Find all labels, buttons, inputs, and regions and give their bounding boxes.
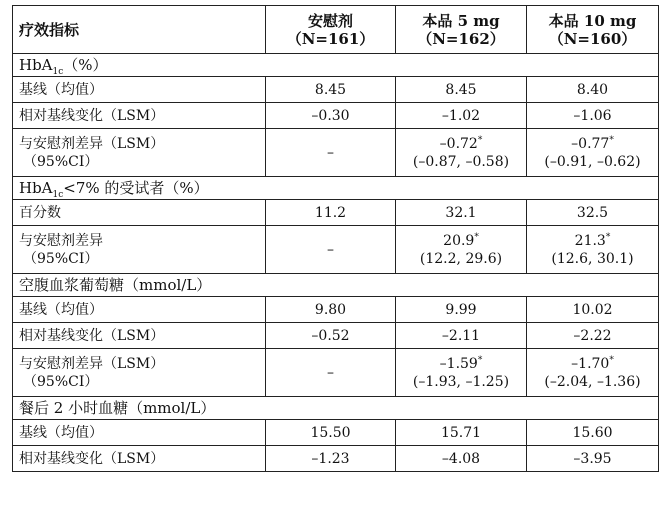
cell-placebo: – [266,129,396,177]
table-row [13,446,659,472]
cell-5mg: 15.71 [396,420,527,446]
cell-5mg: 9.99 [396,297,527,323]
row-label [13,129,266,177]
row-label-line2: （95%CI） [23,373,99,390]
cell-placebo: –1.23 [266,446,396,472]
cell-value: –0.72 [439,135,478,152]
cell-10mg: 8.40 [527,77,659,103]
cell-placebo: – [266,349,396,397]
significance-mark: * [477,354,483,365]
cell-ci: (12.6, 30.1) [551,250,634,267]
cell-5mg: 8.45 [396,77,527,103]
section-title: 餐后 2 小时血糖（mmol/L） [13,397,659,420]
cell-placebo: 8.45 [266,77,396,103]
cell-placebo: 11.2 [266,200,396,226]
cell-ci: (–2.04, –1.36) [544,373,641,390]
cell-placebo: – [266,226,396,274]
section-row-fasting-glucose [13,274,659,297]
row-label: 百分数 [13,200,266,226]
row-label [13,226,266,274]
cell-5mg [396,226,527,274]
cell-10mg: –3.95 [527,446,659,472]
row-label: 基线（均值） [13,297,266,323]
row-label-line2: （95%CI） [23,250,99,267]
significance-mark: * [609,354,614,365]
cell-value: 20.9 [443,232,475,249]
significance-mark: * [474,231,479,242]
cell-ci: (–1.93, –1.25) [412,373,510,390]
row-label: 相对基线变化（LSM） [13,323,266,349]
section-title: 空腹血浆葡萄糖（mmol/L） [13,274,659,297]
efficacy-table [12,5,659,472]
cell-ci: (12.2, 29.6) [419,250,503,267]
cell-10mg: 32.5 [527,200,659,226]
group-n: （N=161） [286,29,375,48]
cell-value: –1.70 [571,355,610,372]
cell-placebo: –0.30 [266,103,396,129]
table-row [13,420,659,446]
cell-5mg: –4.08 [396,446,527,472]
cell-10mg: –1.06 [527,103,659,129]
row-label: 相对基线变化（LSM） [13,103,266,129]
cell-10mg: 15.60 [527,420,659,446]
section-title: HbA$_{1c}$（%） [13,54,659,77]
row-label [13,349,266,397]
row-label-line2: （95%CI） [23,153,99,170]
table-row [13,323,659,349]
row-label: 基线（均值） [13,420,266,446]
row-label-line1: 与安慰剂差异 [19,232,103,249]
table-row [13,226,659,274]
significance-mark: * [609,134,614,145]
table-row [13,129,659,177]
cell-5mg: –2.11 [396,323,527,349]
group-n: （N=162） [417,29,505,48]
table-header-row [13,6,659,54]
group-n: （N=160） [548,29,637,48]
table-row [13,103,659,129]
cell-placebo: 15.50 [266,420,396,446]
row-label-line1: 与安慰剂差异（LSM） [19,355,165,372]
cell-10mg [527,349,659,397]
row-label-line1: 与安慰剂差异（LSM） [19,135,165,152]
group-name: 安慰剂 [307,11,353,30]
cell-value: –0.77 [571,135,610,152]
cell-5mg: –1.02 [396,103,527,129]
group-name: 本品 5 mg [422,11,500,30]
cell-10mg [527,129,659,177]
header-group-5mg [396,6,527,54]
cell-value: 21.3 [574,232,606,249]
cell-10mg: –2.22 [527,323,659,349]
header-group-placebo [266,6,396,54]
cell-ci: (–0.91, –0.62) [544,153,641,170]
significance-mark: * [605,231,611,242]
cell-5mg [396,349,527,397]
significance-mark: * [477,134,483,145]
section-title: HbA$_{1c}$<7% 的受试者（%） [13,177,659,200]
section-row-hba1c-below-7 [13,177,659,200]
header-metric: 疗效指标 [13,6,266,54]
table-row [13,77,659,103]
cell-ci: (–0.87, –0.58) [412,153,510,170]
cell-5mg [396,129,527,177]
row-label: 基线（均值） [13,77,266,103]
cell-value: –1.59 [439,355,478,372]
header-group-10mg [527,6,659,54]
section-row-hba1c [13,54,659,77]
table-row [13,297,659,323]
table-row [13,349,659,397]
table-row [13,200,659,226]
cell-placebo: 9.80 [266,297,396,323]
cell-5mg: 32.1 [396,200,527,226]
row-label: 相对基线变化（LSM） [13,446,266,472]
cell-10mg: 10.02 [527,297,659,323]
group-name: 本品 10 mg [548,11,637,30]
cell-placebo: –0.52 [266,323,396,349]
section-row-postprandial-glucose [13,397,659,420]
cell-10mg [527,226,659,274]
